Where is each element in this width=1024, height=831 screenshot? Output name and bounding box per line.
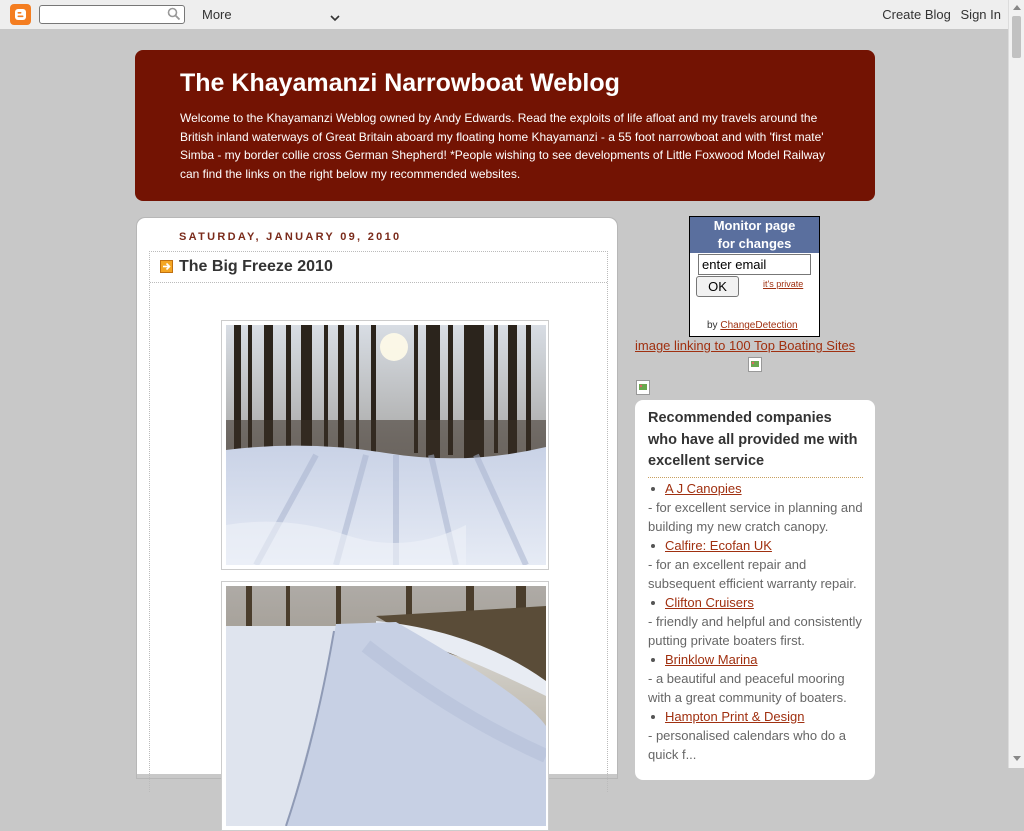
scroll-thumb[interactable] xyxy=(1012,16,1021,58)
monitor-by-label: by xyxy=(707,320,718,331)
chevron-down-icon[interactable] xyxy=(330,9,340,27)
list-item xyxy=(648,707,863,764)
company-link-calfire[interactable]: Calfire: Ecofan UK xyxy=(665,538,772,553)
post xyxy=(149,251,608,792)
monitor-private-link[interactable]: it's private xyxy=(763,279,804,289)
broken-image-icon[interactable] xyxy=(748,357,762,372)
company-description: - for excellent service in planning and building my new cratch canopy. xyxy=(648,500,863,534)
sign-in-link[interactable]: Sign In xyxy=(960,7,1001,22)
monitor-ok-button[interactable]: OK xyxy=(696,276,739,297)
company-link-clifton-cruisers[interactable]: Clifton Cruisers xyxy=(665,595,754,610)
frozen-canal-photo xyxy=(226,586,546,826)
post-photo-2[interactable] xyxy=(221,581,549,831)
blogger-navbar xyxy=(0,0,1008,30)
navbar-search-box xyxy=(39,5,185,24)
main-column xyxy=(135,216,619,776)
company-description: - for an excellent repair and subsequent efficient warranty repair. xyxy=(648,557,857,591)
monitor-heading-line-1: Monitor page xyxy=(713,218,796,233)
create-blog-link[interactable]: Create Blog xyxy=(882,7,951,22)
navbar-links xyxy=(876,7,1001,22)
monitor-email-field[interactable]: enter email xyxy=(698,254,811,275)
company-description: - personalised calendars who do a quick f... xyxy=(648,728,847,762)
list-item xyxy=(648,593,863,650)
list-item xyxy=(648,536,863,593)
navbar-search-input[interactable] xyxy=(44,7,168,24)
list-item xyxy=(648,479,863,536)
post-date-header: SATURDAY, JANUARY 09, 2010 xyxy=(179,231,402,243)
main-column-inner xyxy=(137,218,617,778)
post-title[interactable]: The Big Freeze 2010 xyxy=(179,258,333,275)
page-scrollbar[interactable] xyxy=(1008,0,1024,768)
changedetection-link[interactable]: ChangeDetection xyxy=(720,320,798,331)
company-description: - friendly and helpful and consistently putting private boaters first. xyxy=(648,614,862,648)
company-link-hampton-print[interactable]: Hampton Print & Design xyxy=(665,709,805,724)
top-boating-sites-link[interactable]: image linking to 100 Top Boating Sites xyxy=(635,338,856,353)
scroll-down-arrow-icon[interactable] xyxy=(1013,756,1021,762)
monitor-credit xyxy=(707,320,798,331)
more-menu-label[interactable]: More xyxy=(202,7,232,22)
post-arrow-icon xyxy=(160,260,173,278)
company-description: - a beautiful and peaceful mooring with a great community of boaters. xyxy=(648,671,847,705)
company-link-brinklow-marina[interactable]: Brinklow Marina xyxy=(665,652,758,667)
recommended-companies-widget xyxy=(635,400,875,780)
recommended-companies-list xyxy=(648,479,863,764)
broken-image-icon[interactable] xyxy=(636,380,650,395)
monitor-widget-heading xyxy=(690,217,819,253)
scroll-up-arrow-icon[interactable] xyxy=(1013,4,1021,10)
blog-title[interactable]: The Khayamanzi Narrowboat Weblog xyxy=(180,69,620,97)
blog-header xyxy=(135,50,875,201)
company-link-aj-canopies[interactable]: A J Canopies xyxy=(665,481,742,496)
post-photo-1[interactable] xyxy=(221,320,549,570)
blog-description: Welcome to the Khayamanzi Weblog owned by Andy Edwards. Read the exploits of life afloat and my travels around the British inland waterways of Great Britain aboard my floating home Khayamanzi - a 55 foot narrowboat and with 'first mate' Simba - my border collie cross German Shepherd! *People wishing to see developments of Little Foxwood Model Railway can find the links on the right below my recommended websites. xyxy=(180,111,825,181)
list-item xyxy=(648,650,863,707)
post-title-row xyxy=(150,252,607,283)
monitor-page-widget xyxy=(689,216,820,337)
recommended-companies-title: Recommended companies who have all provided me with excellent service xyxy=(648,408,863,478)
snowy-woodland-photo xyxy=(226,325,546,565)
monitor-heading-line-2: for changes xyxy=(717,236,792,251)
search-icon[interactable] xyxy=(167,7,181,26)
blogger-logo-icon[interactable] xyxy=(10,4,31,25)
